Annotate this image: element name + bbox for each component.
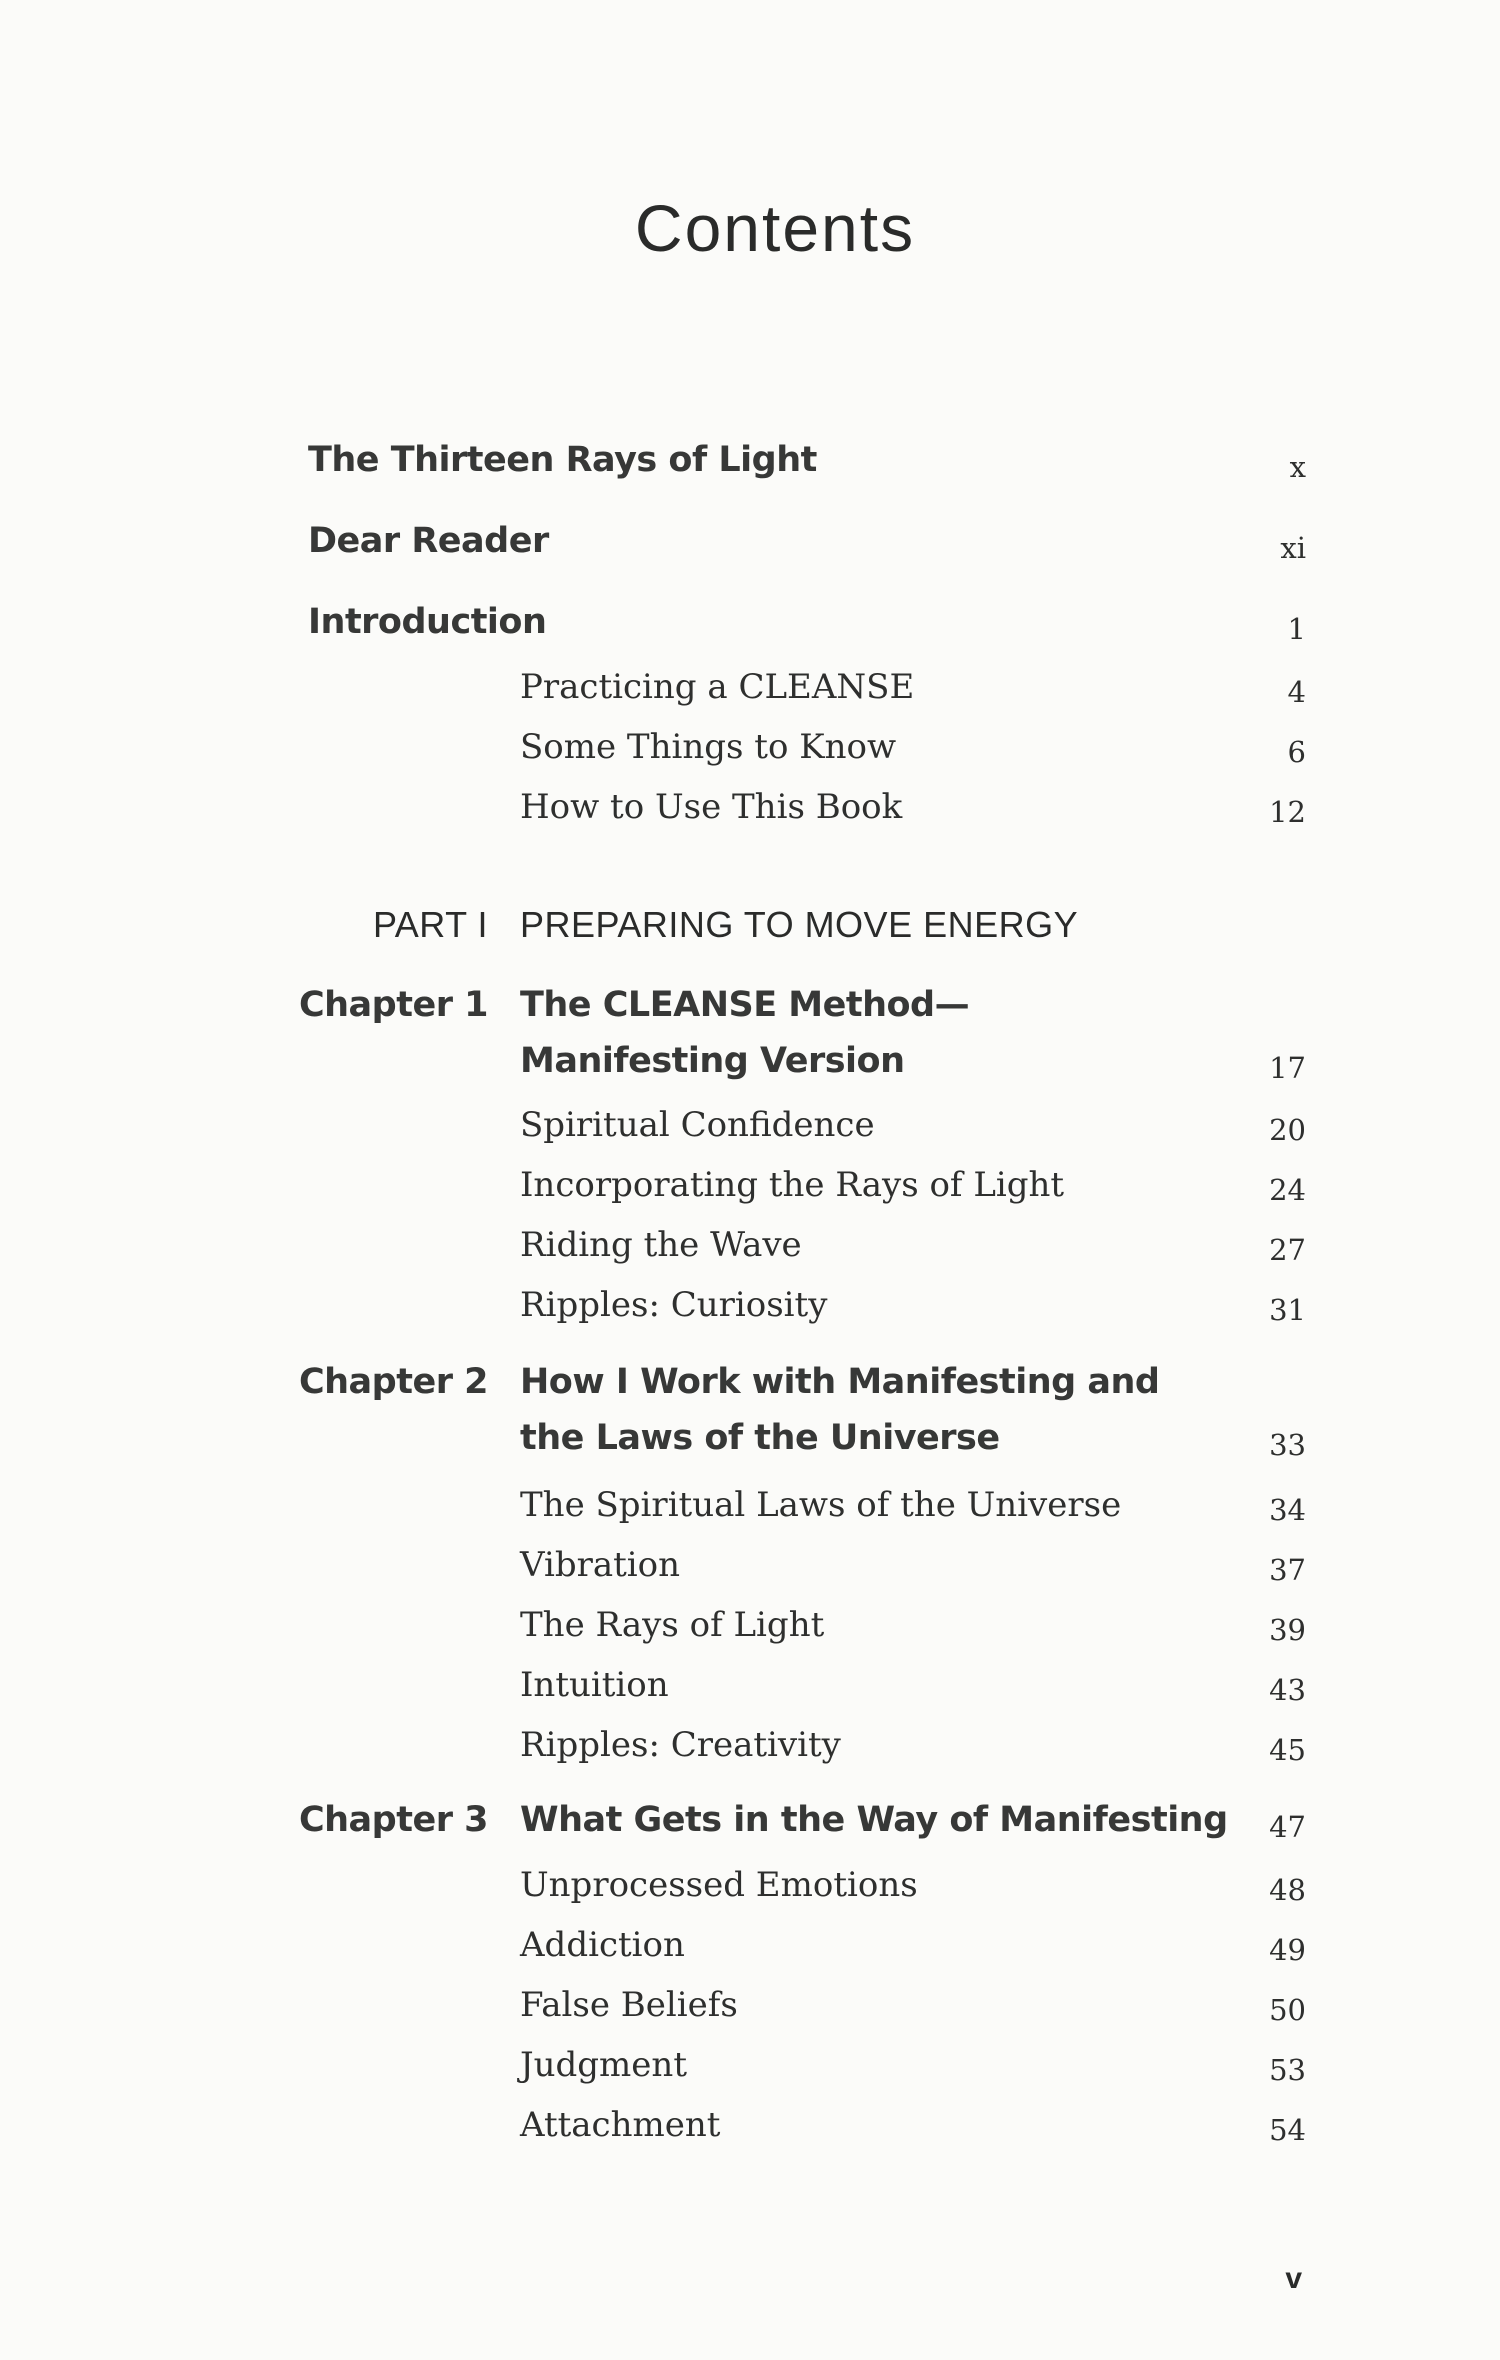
toc-section-title: Spiritual Confidence — [520, 1105, 875, 1145]
toc-page-number: 54 — [1269, 2113, 1306, 2147]
part-label: PART I — [372, 904, 488, 945]
toc-section-title: Addiction — [520, 1925, 685, 1965]
toc-page-number: 50 — [1269, 1993, 1306, 2027]
toc-section-title: Some Things to Know — [520, 727, 897, 767]
toc-section-title: Ripples: Creativity — [520, 1725, 841, 1765]
chapter-label: Chapter 1 — [298, 985, 488, 1025]
toc-section-title: Judgment — [520, 2045, 687, 2085]
toc-page-number: 6 — [1287, 735, 1306, 769]
chapter-title-line: Manifesting Version — [520, 1041, 905, 1081]
toc-section-title: Incorporating the Rays of Light — [520, 1165, 1065, 1205]
chapter-label: Chapter 3 — [298, 1800, 488, 1840]
toc-page-number: 39 — [1269, 1613, 1306, 1647]
toc-section-title: How to Use This Book — [520, 787, 903, 827]
toc-section-title: Intuition — [520, 1665, 669, 1705]
chapter-title-line: What Gets in the Way of Manifesting — [520, 1800, 1228, 1840]
part-title: PREPARING TO MOVE ENERGY — [520, 904, 1079, 945]
toc-page-number: 12 — [1269, 795, 1306, 829]
toc-page-number: 34 — [1269, 1493, 1306, 1527]
toc-page-number: 24 — [1269, 1173, 1306, 1207]
toc-section-title: Attachment — [520, 2105, 721, 2145]
toc-page-number: 4 — [1287, 675, 1306, 709]
toc-page-number: 45 — [1269, 1733, 1306, 1767]
toc-section-title: Practicing a CLEANSE — [520, 667, 915, 707]
toc-page-number: 47 — [1269, 1810, 1306, 1844]
toc-page-number: 48 — [1269, 1873, 1306, 1907]
toc-page-number: 27 — [1269, 1233, 1306, 1267]
toc-page-number: 33 — [1269, 1428, 1306, 1462]
toc-entry-title: The Thirteen Rays of Light — [308, 440, 817, 480]
toc-section-title: The Rays of Light — [520, 1605, 825, 1645]
toc-page-number: 37 — [1269, 1553, 1306, 1587]
toc-page-number: 20 — [1269, 1113, 1306, 1147]
toc-section-title: Riding the Wave — [520, 1225, 802, 1265]
toc-entry-title: Introduction — [308, 602, 547, 642]
toc-section-title: Vibration — [520, 1545, 681, 1585]
page-folio: v — [1285, 2262, 1302, 2295]
toc-page-number: 17 — [1269, 1051, 1306, 1085]
chapter-label: Chapter 2 — [298, 1362, 488, 1402]
toc-page-number: x — [1289, 450, 1306, 484]
toc-section-title: Unprocessed Emotions — [520, 1865, 918, 1905]
toc-entry-title: Dear Reader — [308, 521, 549, 561]
toc-section-title: The Spiritual Laws of the Universe — [520, 1485, 1122, 1525]
chapter-title-line: How I Work with Manifesting and — [520, 1362, 1160, 1402]
toc-section-title: Ripples: Curiosity — [520, 1285, 828, 1325]
toc-page-number: 49 — [1269, 1933, 1306, 1967]
toc-page-number: 43 — [1269, 1673, 1306, 1707]
chapter-title-line: The CLEANSE Method— — [520, 985, 970, 1025]
toc-page-number: 1 — [1287, 612, 1306, 646]
page-title: Contents — [634, 191, 916, 265]
toc-page-number: 31 — [1269, 1293, 1306, 1327]
chapter-title-line: the Laws of the Universe — [520, 1418, 1000, 1458]
toc-page-number: xi — [1280, 531, 1306, 565]
toc-section-title: False Beliefs — [520, 1985, 738, 2025]
toc-page-number: 53 — [1269, 2053, 1306, 2087]
